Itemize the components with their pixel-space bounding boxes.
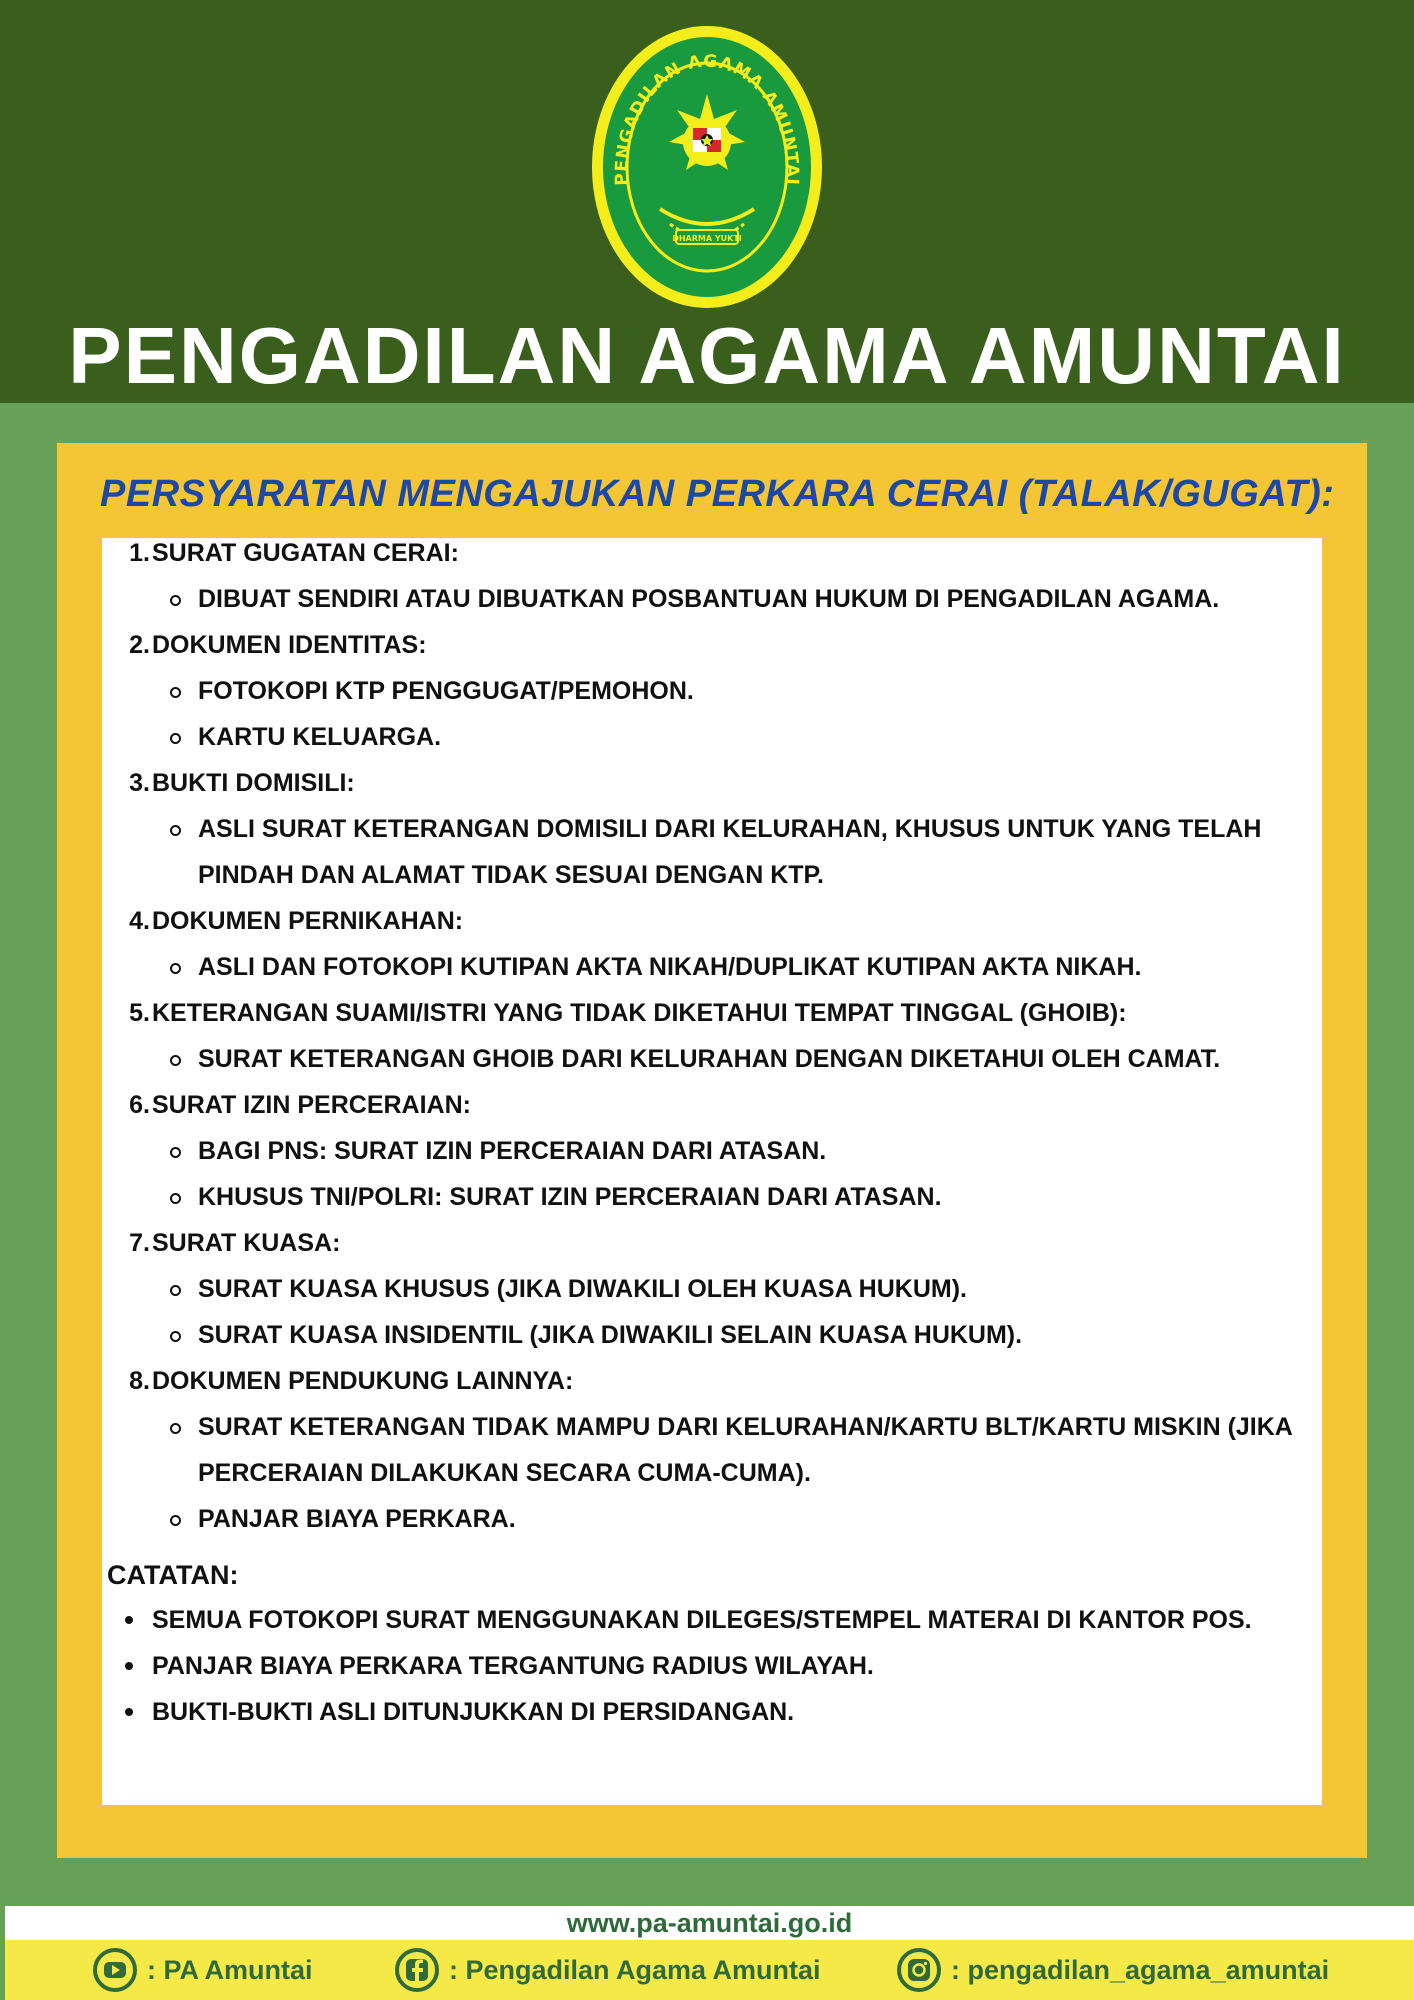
requirement-detail: PANJAR BIAYA PERKARA. (102, 1496, 1322, 1542)
requirement-title: BUKTI DOMISILI: (152, 769, 355, 797)
requirement-detail: FOTOKOPI KTP PENGGUGAT/PEMOHON. (102, 668, 1322, 714)
requirement-detail: SURAT KUASA INSIDENTIL (JIKA DIWAKILI SELAIN KUASA HUKUM). (102, 1312, 1322, 1358)
facebook-label: : Pengadilan Agama Amuntai (449, 1954, 821, 1985)
facebook-link[interactable] (395, 1940, 821, 2000)
requirement-title: DOKUMEN PENDUKUNG LAINNYA: (152, 1367, 574, 1395)
svg-text:DHARMA YUKTI: DHARMA YUKTI (672, 234, 742, 243)
page-title: PENGADILAN AGAMA AMUNTAI (68, 311, 1346, 400)
requirement-number: 7. (129, 1229, 150, 1257)
note-item: SEMUA FOTOKOPI SURAT MENGGUNAKAN DILEGES/STEMPEL MATERAI DI KANTOR POS. (102, 1597, 1302, 1643)
requirement-title: DOKUMEN PERNIKAHAN: (152, 907, 464, 935)
requirement-number: 4. (129, 907, 150, 935)
youtube-label: : PA Amuntai (147, 1954, 313, 1985)
requirements-list (102, 530, 1322, 1542)
requirement-detail: SURAT KETERANGAN TIDAK MAMPU DARI KELURAHAN/KARTU BLT/KARTU MISKIN (JIKA PERCERAIAN DILAKUKAN SECARA CUMA-CUMA). (102, 1404, 1322, 1496)
notes-list (102, 1597, 1302, 1735)
note-item: PANJAR BIAYA PERKARA TERGANTUNG RADIUS WILAYAH. (102, 1643, 1302, 1689)
requirement-detail: ASLI SURAT KETERANGAN DOMISILI DARI KELURAHAN, KHUSUS UNTUK YANG TELAH PINDAH DAN ALAMAT TIDAK SESUAI DENGAN KTP. (102, 806, 1322, 898)
requirement-item (102, 1082, 1322, 1220)
requirement-title: SURAT KUASA: (152, 1229, 341, 1257)
requirement-detail: KHUSUS TNI/POLRI: SURAT IZIN PERCERAIAN DARI ATASAN. (102, 1174, 1322, 1220)
requirement-title: SURAT GUGATAN CERAI: (152, 539, 459, 567)
youtube-link[interactable] (93, 1940, 313, 2000)
requirement-title: KETERANGAN SUAMI/ISTRI YANG TIDAK DIKETAHUI TEMPAT TINGGAL (GHOIB): (152, 999, 1127, 1027)
requirement-detail: BAGI PNS: SURAT IZIN PERCERAIAN DARI ATASAN. (102, 1128, 1322, 1174)
requirements-heading: PERSYARATAN MENGAJUKAN PERKARA CERAI (TALAK/GUGAT): (100, 473, 1335, 515)
requirement-item (102, 898, 1322, 990)
instagram-icon (897, 1948, 941, 1992)
requirement-detail: DIBUAT SENDIRI ATAU DIBUATKAN POSBANTUAN HUKUM DI PENGADILAN AGAMA. (102, 576, 1322, 622)
footer (5, 1906, 1414, 2000)
requirement-item (102, 990, 1322, 1082)
requirement-item (102, 1358, 1322, 1542)
requirement-number: 3. (129, 769, 150, 797)
requirement-detail: ASLI DAN FOTOKOPI KUTIPAN AKTA NIKAH/DUPLIKAT KUTIPAN AKTA NIKAH. (102, 944, 1322, 990)
requirement-item (102, 530, 1322, 622)
website-link[interactable]: www.pa-amuntai.go.id (5, 1906, 1414, 1940)
youtube-icon (93, 1948, 137, 1992)
requirement-number: 8. (129, 1367, 150, 1395)
requirement-detail: SURAT KUASA KHUSUS (JIKA DIWAKILI OLEH KUASA HUKUM). (102, 1266, 1322, 1312)
note-item: BUKTI-BUKTI ASLI DITUNJUKKAN DI PERSIDANGAN. (102, 1689, 1302, 1735)
requirement-title: DOKUMEN IDENTITAS: (152, 631, 427, 659)
requirement-number: 1. (129, 539, 150, 567)
requirement-item (102, 760, 1322, 898)
court-emblem-logo (590, 24, 824, 310)
notes-title: CATATAN: (107, 1560, 239, 1590)
svg-text:PENGADILAN AGAMA AMUNTAI: PENGADILAN AGAMA AMUNTAI (611, 51, 803, 187)
facebook-icon (395, 1948, 439, 1992)
requirement-number: 5. (129, 999, 150, 1027)
instagram-label: : pengadilan_agama_amuntai (951, 1954, 1330, 1985)
requirement-detail: KARTU KELUARGA. (102, 714, 1322, 760)
requirement-title: SURAT IZIN PERCERAIAN: (152, 1091, 471, 1119)
requirement-number: 2. (129, 631, 150, 659)
requirement-item (102, 622, 1322, 760)
requirement-item (102, 1220, 1322, 1358)
social-bar (5, 1940, 1414, 2000)
instagram-link[interactable] (897, 1940, 1329, 2000)
requirement-number: 6. (129, 1091, 150, 1119)
requirement-detail: SURAT KETERANGAN GHOIB DARI KELURAHAN DENGAN DIKETAHUI OLEH CAMAT. (102, 1036, 1322, 1082)
